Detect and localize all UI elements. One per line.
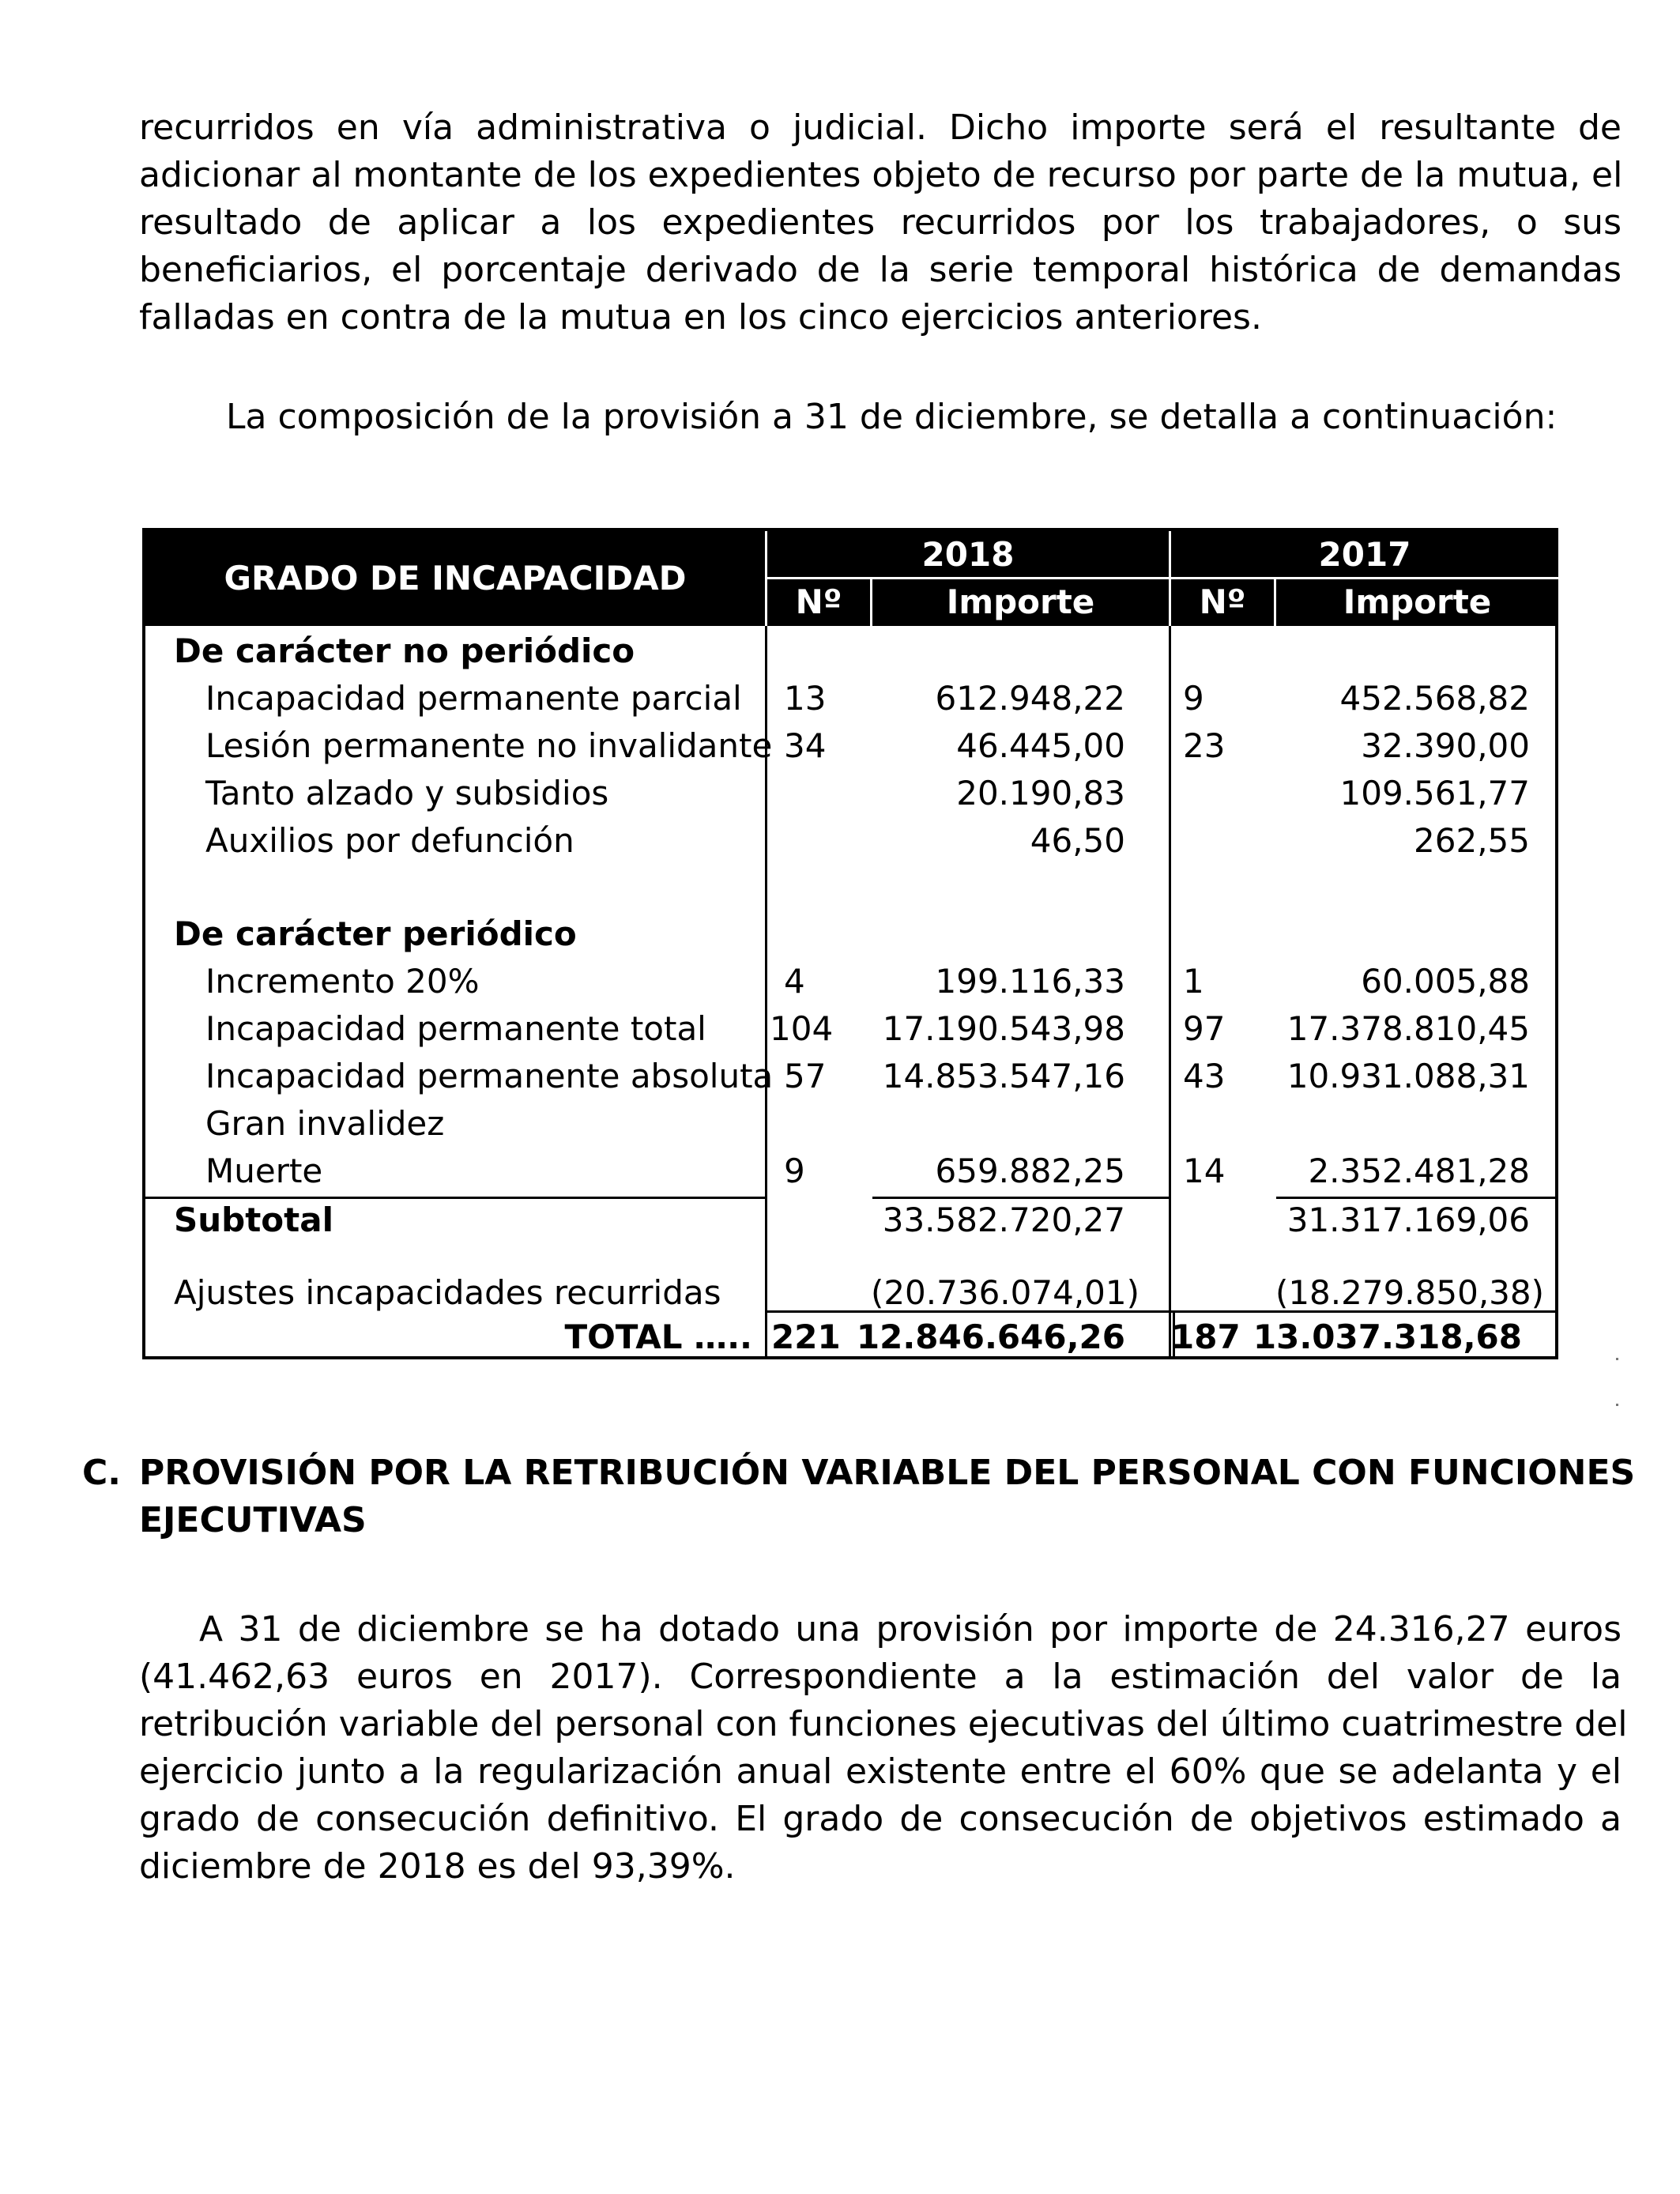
num-2017: 23 — [1183, 726, 1226, 765]
intro-line: adicionar al montante de los expedientes objeto de recurso por parte de la mutua, el — [139, 155, 1623, 195]
num-2018: 104 — [770, 1009, 834, 1048]
importe-2017: 60.005,88 — [1361, 962, 1530, 1001]
num-2017: 43 — [1183, 1057, 1226, 1095]
header-2018: 2018 — [921, 535, 1015, 574]
ajustes-label: Ajustes incapacidades recurridas — [174, 1273, 721, 1312]
importe-2017: 10.931.088,31 — [1286, 1057, 1530, 1095]
intro-line: resultado de aplicar a los expedientes recurridos por los trabajadores, o sus — [139, 202, 1622, 243]
total-2017: 13.037.318,68 — [1252, 1318, 1522, 1356]
subtotal-row — [145, 1197, 1555, 1244]
group-label: De carácter no periódico — [174, 631, 635, 670]
header-num-2018: Nº — [795, 582, 842, 621]
section-letter: C. — [82, 1453, 122, 1493]
importe-2017: 2.352.481,28 — [1308, 1152, 1530, 1190]
table-row — [145, 817, 1555, 865]
section-c-paragraph — [139, 1606, 1628, 1891]
group-row — [145, 910, 1555, 958]
subtotal-2017: 31.317.169,06 — [1286, 1201, 1530, 1239]
num-2018: 9 — [784, 1152, 805, 1190]
header-importe-2017: Importe — [1343, 582, 1492, 621]
num-2017: 97 — [1183, 1009, 1226, 1048]
importe-2017: 452.568,82 — [1339, 679, 1530, 718]
header-divider — [1274, 579, 1276, 626]
row-label: Muerte — [205, 1152, 323, 1190]
num-2018: 34 — [784, 726, 827, 765]
row-label: Gran invalidez — [205, 1104, 445, 1143]
importe-2017: 17.378.810,45 — [1286, 1009, 1530, 1048]
table-row — [145, 722, 1555, 770]
provision-table — [142, 528, 1558, 1359]
paragraph-line: diciembre de 2018 es del 93,39%. — [139, 1846, 736, 1887]
heading-line: PROVISIÓN POR LA RETRIBUCIÓN VARIABLE DEL PERSONAL CON FUNCIONES — [139, 1453, 1636, 1493]
header-num-2017: Nº — [1199, 582, 1246, 621]
importe-2018: 46.445,00 — [956, 726, 1125, 765]
paragraph-line: A 31 de diciembre se ha dotado una provisión por importe de 24.316,27 euros — [199, 1609, 1622, 1649]
num-2017: 14 — [1183, 1152, 1226, 1190]
row-label: Incapacidad permanente parcial — [205, 679, 742, 718]
header-grado: GRADO DE INCAPACIDAD — [224, 559, 687, 598]
row-label: Incapacidad permanente total — [205, 1009, 706, 1048]
num-2018: 57 — [784, 1057, 827, 1095]
table-row — [145, 958, 1555, 1005]
paragraph-line: retribución variable del personal con funciones ejecutivas del último cuatrimestre del — [139, 1704, 1628, 1744]
importe-2018: 17.190.543,98 — [882, 1009, 1125, 1048]
importe-2018: 612.948,22 — [935, 679, 1125, 718]
total-label: TOTAL ….. — [564, 1318, 752, 1356]
table-header — [145, 531, 1555, 626]
intro-line: beneficiarios, el porcentaje derivado de la serie temporal histórica de demandas — [139, 250, 1622, 290]
importe-2017: 32.390,00 — [1361, 726, 1530, 765]
header-divider — [767, 577, 1558, 579]
importe-2018: 199.116,33 — [935, 962, 1125, 1001]
importe-2017: 262,55 — [1414, 821, 1530, 860]
header-2017: 2017 — [1318, 535, 1411, 574]
total-row — [145, 1314, 1555, 1361]
table-row — [145, 1100, 1555, 1148]
ajustes-row — [145, 1269, 1555, 1317]
paragraph-line: ejercicio junto a la regularización anual existente entre el 60% que se adelanta y el — [139, 1751, 1622, 1792]
importe-2018: 46,50 — [1030, 821, 1125, 860]
section-c-heading — [82, 1449, 1636, 1544]
group-label: De carácter periódico — [174, 914, 577, 953]
ajustes-2018: (20.736.074,01) — [870, 1273, 1139, 1312]
row-label: Auxilios por defunción — [205, 821, 574, 860]
row-label: Tanto alzado y subsidios — [205, 774, 609, 812]
row-label: Incremento 20% — [205, 962, 480, 1001]
total-2018: 12.846.646,26 — [856, 1318, 1125, 1356]
intro-line: falladas en contra de la mutua en los cinco ejercicios anteriores. — [139, 297, 1262, 337]
num-2018: 13 — [784, 679, 827, 718]
subtotal-2018: 33.582.720,27 — [882, 1201, 1125, 1239]
table-row — [145, 1148, 1555, 1195]
header-importe-2018: Importe — [946, 582, 1095, 621]
total-num-2017: 187 — [1171, 1318, 1241, 1356]
row-label: Lesión permanente no invalidante — [205, 726, 773, 765]
paragraph-line: (41.462,63 euros en 2017). Correspondiente a la estimación del valor de la — [139, 1657, 1622, 1697]
num-2018: 4 — [784, 962, 805, 1001]
total-num-2018: 221 — [771, 1318, 841, 1356]
subtotal-label: Subtotal — [174, 1201, 333, 1239]
intro-paragraph — [139, 104, 1622, 341]
group-row — [145, 628, 1555, 675]
intro-line: recurridos en vía administrativa o judicial. Dicho importe será el resultante de — [139, 107, 1622, 148]
heading-line: EJECUTIVAS — [139, 1500, 367, 1540]
importe-2017: 109.561,77 — [1339, 774, 1530, 812]
ajustes-2017: (18.279.850,38) — [1275, 1273, 1544, 1312]
header-divider — [870, 579, 872, 626]
composition-text: La composición de la provisión a 31 de diciembre, se detalla a continuación: — [226, 397, 1558, 437]
num-2017: 1 — [1183, 962, 1204, 1001]
table-row — [145, 1053, 1555, 1100]
table-row — [145, 675, 1555, 722]
num-2017: 9 — [1183, 679, 1204, 718]
importe-2018: 14.853.547,16 — [882, 1057, 1125, 1095]
stray-mark — [1616, 1404, 1618, 1406]
table-row — [145, 1005, 1555, 1053]
paragraph-line: grado de consecución definitivo. El grado de consecución de objetivos estimado a — [139, 1799, 1622, 1839]
importe-2018: 20.190,83 — [956, 774, 1125, 812]
stray-mark — [1616, 1358, 1618, 1360]
row-label: Incapacidad permanente absoluta — [205, 1057, 774, 1095]
table-row — [145, 770, 1555, 817]
importe-2018: 659.882,25 — [935, 1152, 1125, 1190]
